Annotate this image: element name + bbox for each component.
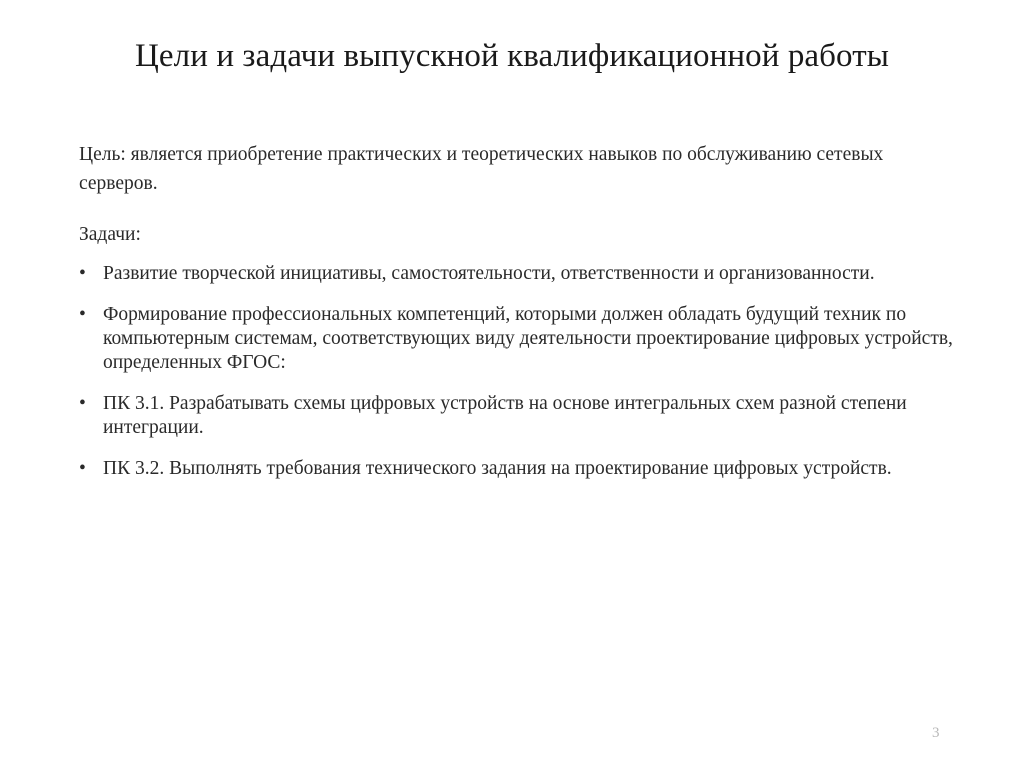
task-text: Формирование профессиональных компетенций, которыми должен обладать будущий техник по компьютерным системам, соответствующих виду деятельности проектирование цифровых устройств, определенных ФГОС: xyxy=(103,304,953,373)
task-item xyxy=(79,457,959,481)
task-item xyxy=(79,262,959,286)
tasks-heading: Задачи: xyxy=(79,224,141,245)
task-text: ПК 3.1. Разрабатывать схемы цифровых устройств на основе интегральных схем разной степени интеграции. xyxy=(103,393,907,438)
slide-title: Цели и задачи выпускной квалификационной работы xyxy=(134,38,890,74)
task-item xyxy=(79,303,959,375)
task-item xyxy=(79,392,959,440)
bullet-icon: • xyxy=(79,393,86,414)
bullet-icon: • xyxy=(79,263,86,284)
task-list xyxy=(79,262,959,498)
bullet-icon: • xyxy=(79,304,86,325)
task-text: Развитие творческой инициативы, самостоятельности, ответственности и организованности. xyxy=(103,263,875,284)
page-number: 3 xyxy=(932,725,940,741)
task-text: ПК 3.2. Выполнять требования технического задания на проектирование цифровых устройств. xyxy=(103,458,892,479)
goal-paragraph: Цель: является приобретение практических и теоретических навыков по обслуживанию сетевых серверов. xyxy=(79,144,884,194)
bullet-icon: • xyxy=(79,458,86,479)
